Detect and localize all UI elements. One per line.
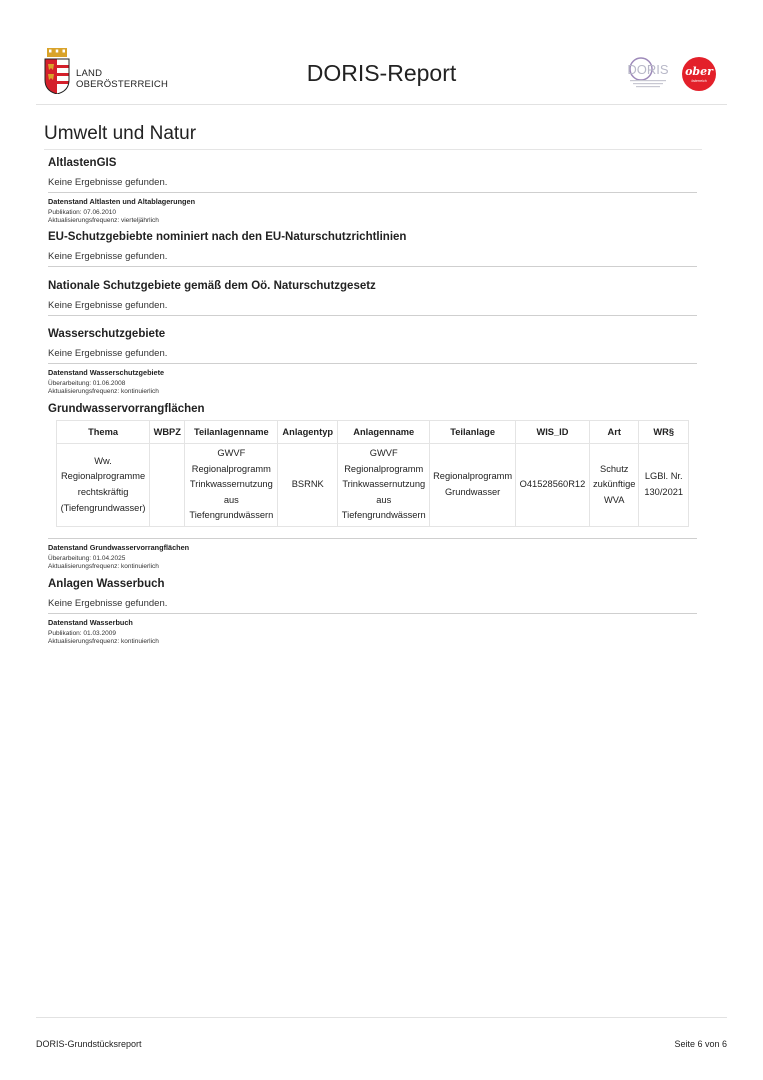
- data-status-publication: Publikation: 07.06.2010: [48, 209, 116, 216]
- section-divider: [48, 266, 697, 267]
- cell-wr: [639, 444, 689, 527]
- footer-page-number: Seite 6 von 6: [674, 1039, 727, 1049]
- section-wasserschutzgebiete: [48, 328, 697, 395]
- cell-line: Tiefengrundwässern: [189, 510, 274, 521]
- section-divider: [48, 363, 697, 364]
- cell-line: Trinkwassernutzung: [189, 479, 273, 490]
- data-status-frequency: Aktualisierungsfrequenz: kontinuierlich: [48, 388, 159, 395]
- column-header-wr: WR§: [639, 421, 689, 444]
- cell-line: Grundwasser: [444, 486, 501, 497]
- section-divider: [48, 613, 697, 614]
- cell-teilanlage: [430, 444, 516, 527]
- section-grundwasservorrangflaechen: [48, 403, 697, 570]
- cell-art: [590, 444, 639, 527]
- section-divider: [48, 192, 697, 193]
- cell-line: Schutz: [600, 463, 629, 474]
- section-title: AltlastenGIS: [48, 157, 117, 169]
- report-title: DORIS-Report: [306, 60, 457, 86]
- cell-line: aus: [376, 494, 392, 505]
- column-header-teilanlagenname: Teilanlagenname: [185, 421, 278, 444]
- ober-logo-subtext: österreich: [691, 79, 707, 83]
- cell-line: Regionalprogramm: [433, 471, 513, 482]
- data-status-title: Datenstand Grundwasservorrangflächen: [48, 542, 190, 552]
- column-header-anlagentyp: Anlagentyp: [278, 421, 338, 444]
- cell-line: GWVF: [217, 448, 246, 458]
- cell-line: Tiefengrundwässern: [341, 510, 426, 521]
- page-title: Umwelt und Natur: [44, 123, 197, 144]
- cell-line: (Tiefengrundwasser): [60, 502, 146, 513]
- column-header-teilanlage: Teilanlage: [430, 421, 516, 444]
- grundwasser-table: [56, 420, 689, 527]
- land-line-2: OBERÖSTERREICH: [76, 79, 169, 90]
- section-altlasten: [48, 157, 697, 224]
- oberoesterreich-brand-logo: [682, 57, 716, 91]
- column-header-art: Art: [590, 421, 639, 444]
- report-content: [48, 150, 697, 645]
- cell-line: WVA: [603, 494, 625, 505]
- cell-line: Regionalprogramm: [191, 463, 271, 474]
- cell-line: Regionalprogramm: [344, 463, 424, 474]
- cell-wbpz: [150, 444, 185, 527]
- cell-thema: [57, 444, 150, 527]
- cell-line: Regionalprogramme: [60, 471, 146, 482]
- data-status-title: Datenstand Altlasten und Altablagerungen: [48, 197, 196, 206]
- data-status-title: Datenstand Wasserbuch: [48, 617, 133, 627]
- cell-anlagentyp: BSRNK: [278, 444, 338, 527]
- cell-teilanlagenname: [185, 444, 278, 527]
- section-title: Wasserschutzgebiete: [48, 328, 166, 340]
- data-status-publication: Publikation: 01.03.2009: [48, 629, 116, 637]
- doris-logo-text: DORIS: [627, 62, 669, 77]
- cell-line: Ww.: [94, 455, 112, 466]
- land-line-1: LAND: [76, 68, 103, 79]
- cell-line: zukünftige: [593, 479, 636, 490]
- section-nationale-schutzgebiete: [48, 280, 697, 316]
- section-title: Nationale Schutzgebiete gemäß dem Oö. Naturschutzgesetz: [48, 280, 376, 292]
- section-result-text: Keine Ergebnisse gefunden.: [48, 348, 168, 359]
- column-header-wis-id: WIS_ID: [515, 421, 589, 444]
- data-status-frequency: Aktualisierungsfrequenz: vierteljährlich: [48, 217, 159, 224]
- cell-line: 130/2021: [644, 486, 684, 497]
- data-status-frequency: Aktualisierungsfrequenz: kontinuierlich: [48, 562, 159, 570]
- section-divider: [48, 315, 697, 316]
- section-result-text: Keine Ergebnisse gefunden.: [48, 300, 168, 311]
- section-result-text: Keine Ergebnisse gefunden.: [48, 251, 168, 262]
- data-status-revision: Überarbeitung: 01.06.2008: [48, 380, 126, 387]
- cell-wis-id: O41528560R12: [515, 444, 589, 527]
- table-header-row: [57, 421, 689, 444]
- ober-logo-text: ober: [685, 65, 713, 78]
- cell-line: rechtskräftig: [77, 486, 129, 497]
- data-status-frequency: Aktualisierungsfrequenz: kontinuierlich: [48, 637, 159, 645]
- cell-line: aus: [223, 494, 239, 505]
- section-divider: [48, 538, 697, 539]
- section-title: EU-Schutzgebiebte nominiert nach den EU-Naturschutzrichtlinien: [48, 231, 407, 243]
- column-header-anlagenname: Anlagenname: [338, 421, 430, 444]
- data-status-title: Datenstand Wasserschutzgebiete: [48, 368, 165, 377]
- section-anlagen-wasserbuch: [48, 578, 697, 645]
- cell-anlagenname: [338, 444, 430, 527]
- section-title: Anlagen Wasserbuch: [48, 577, 165, 590]
- section-eu-schutzgebiete: [48, 231, 697, 267]
- doris-logo-icon: [624, 56, 672, 92]
- footer-divider: [36, 1017, 727, 1018]
- cell-line: Trinkwassernutzung: [342, 479, 426, 490]
- data-status-revision: Überarbeitung: 01.04.2025: [48, 554, 126, 562]
- footer-report-name: DORIS-Grundstücksreport: [36, 1039, 142, 1049]
- report-header: [36, 42, 727, 105]
- section-result-text: Keine Ergebnisse gefunden.: [48, 597, 168, 609]
- column-header-thema: Thema: [57, 421, 150, 444]
- section-title: Grundwasservorrangflächen: [48, 403, 205, 415]
- cell-line: GWVF: [369, 448, 398, 458]
- table-row: [57, 444, 689, 527]
- section-result-text: Keine Ergebnisse gefunden.: [48, 177, 168, 188]
- column-header-wbpz: WBPZ: [150, 421, 185, 444]
- cell-line: LGBl. Nr.: [644, 471, 683, 482]
